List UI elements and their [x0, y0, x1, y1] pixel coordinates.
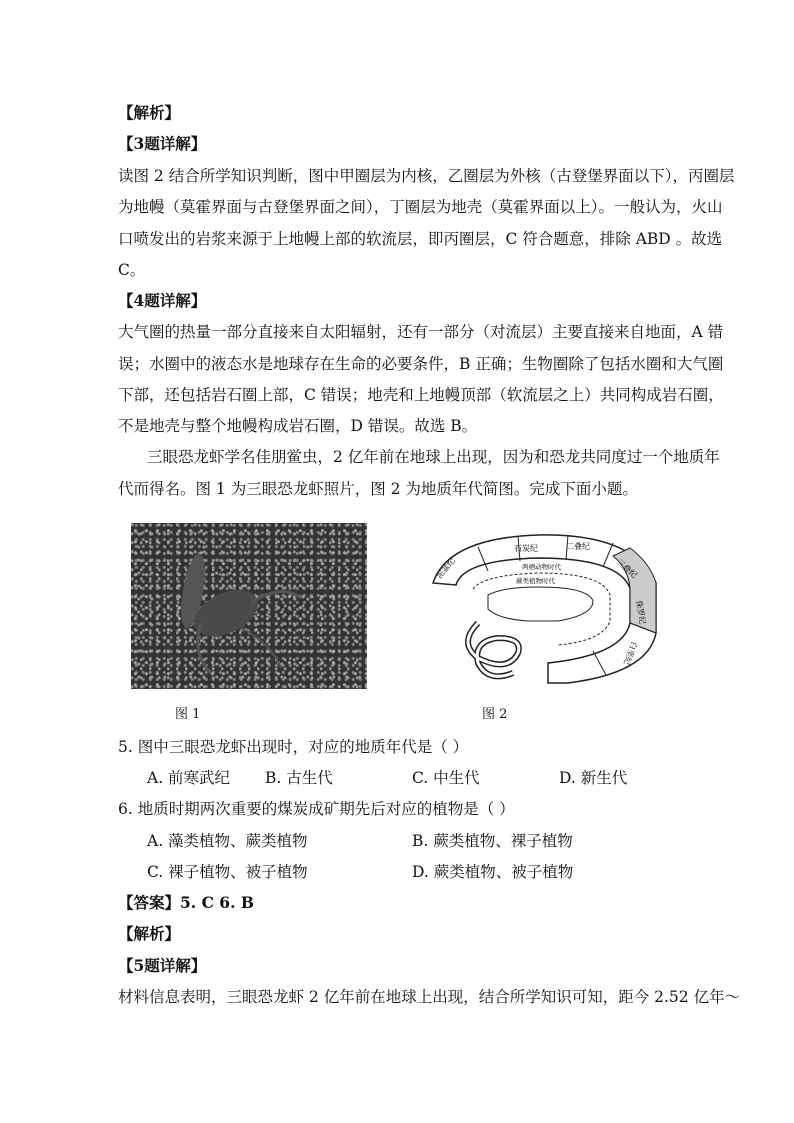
label-shitan: 石炭纪: [514, 544, 538, 553]
answer-line: 【答案】5. C 6. B: [118, 893, 254, 912]
section-heading-q3: 【3题详解】: [118, 134, 207, 153]
q5-option-b: B. 古生代: [265, 769, 333, 787]
paragraph-line: 材料信息表明，三眼恐龙虾 2 亿年前在地球上出现，结合所学知识可知，距今 2.52 亿年～: [118, 988, 741, 1006]
q6-option-b: B. 蕨类植物、裸子植物: [412, 832, 573, 850]
q5-option-c: C. 中生代: [412, 769, 480, 787]
shrimp-silhouette: [131, 523, 367, 689]
q6-option-d: D. 蕨类植物、被子植物: [412, 863, 574, 881]
paragraph-line: 不是地壳与整个地幔构成岩石圈，D 错误。故选 B。: [118, 417, 478, 435]
label-zhuluo: 侏罗纪: [634, 599, 648, 625]
paragraph-line: 三眼恐龙虾学名佳朋鲎虫，2 亿年前在地球上出现，因为和恐龙共同度过一个地质年: [147, 448, 720, 466]
label-juelei: 蕨类植物时代: [516, 577, 555, 585]
q5-option-d: D. 新生代: [559, 769, 628, 787]
label-liangqi: 两栖动物时代: [522, 563, 561, 571]
figure-1-caption: 图 1: [175, 707, 201, 722]
paragraph-line: 下部，还包括岩石圈上部，C 错误；地壳和上地幔顶部（软流层之上）共同构成岩石圈，: [118, 386, 724, 404]
paragraph-line: C。: [118, 261, 146, 279]
section-heading-analysis: 【解析】: [118, 103, 181, 122]
paragraph-line: 大气圈的热量一部分直接来自太阳辐射，还有一部分（对流层）主要直接来自地面，A 错: [118, 323, 724, 341]
label-sandie: 三叠纪: [614, 557, 639, 580]
label-eryi: 二叠纪: [566, 542, 590, 551]
question-6: 6. 地质时期两次重要的煤炭成矿期先后对应的植物是（ ）: [118, 800, 515, 818]
figure-2-caption: 图 2: [482, 707, 508, 722]
paragraph-line: 误；水圈中的液态水是地球存在生命的必要条件，B 正确；生物圈除了包括水圈和大气圈: [118, 355, 724, 373]
question-5: 5. 图中三眼恐龙虾出现时，对应的地质年代是（ ）: [118, 738, 469, 756]
q6-option-c: C. 裸子植物、被子植物: [147, 863, 308, 881]
section-heading-q4: 【4题详解】: [118, 291, 207, 310]
label-niyun: 泥盆纪: [434, 556, 457, 581]
section-heading-q5: 【5题详解】: [118, 956, 207, 975]
figure-2-diagram: [418, 523, 662, 689]
spiral-coil: [468, 623, 519, 676]
paragraph-line: 读图 2 结合所学知识判断，图中甲圈层为内核，乙圈层为外核（古登堡界面以下），丙圈层: [118, 167, 735, 185]
q6-option-a: A. 藻类植物、蕨类植物: [147, 832, 308, 850]
paragraph-line: 为地幔（莫霍界面与古登堡界面之间），丁圈层为地壳（莫霍界面以上）。一般认为，火山: [118, 198, 723, 216]
label-baie: 白垩纪: [621, 640, 639, 666]
section-heading-analysis-2: 【解析】: [118, 924, 181, 943]
paragraph-line: 代而得名。图 1 为三眼恐龙虾照片，图 2 为地质年代简图。完成下面小题。: [118, 480, 638, 498]
paragraph-line: 口喷发出的岩浆来源于上地幔上部的软流层，即丙圈层，C 符合题意，排除 ABD 。故选: [118, 230, 723, 248]
figure-1-photo: [131, 523, 367, 689]
q5-option-a: A. 前寒武纪: [147, 769, 231, 787]
